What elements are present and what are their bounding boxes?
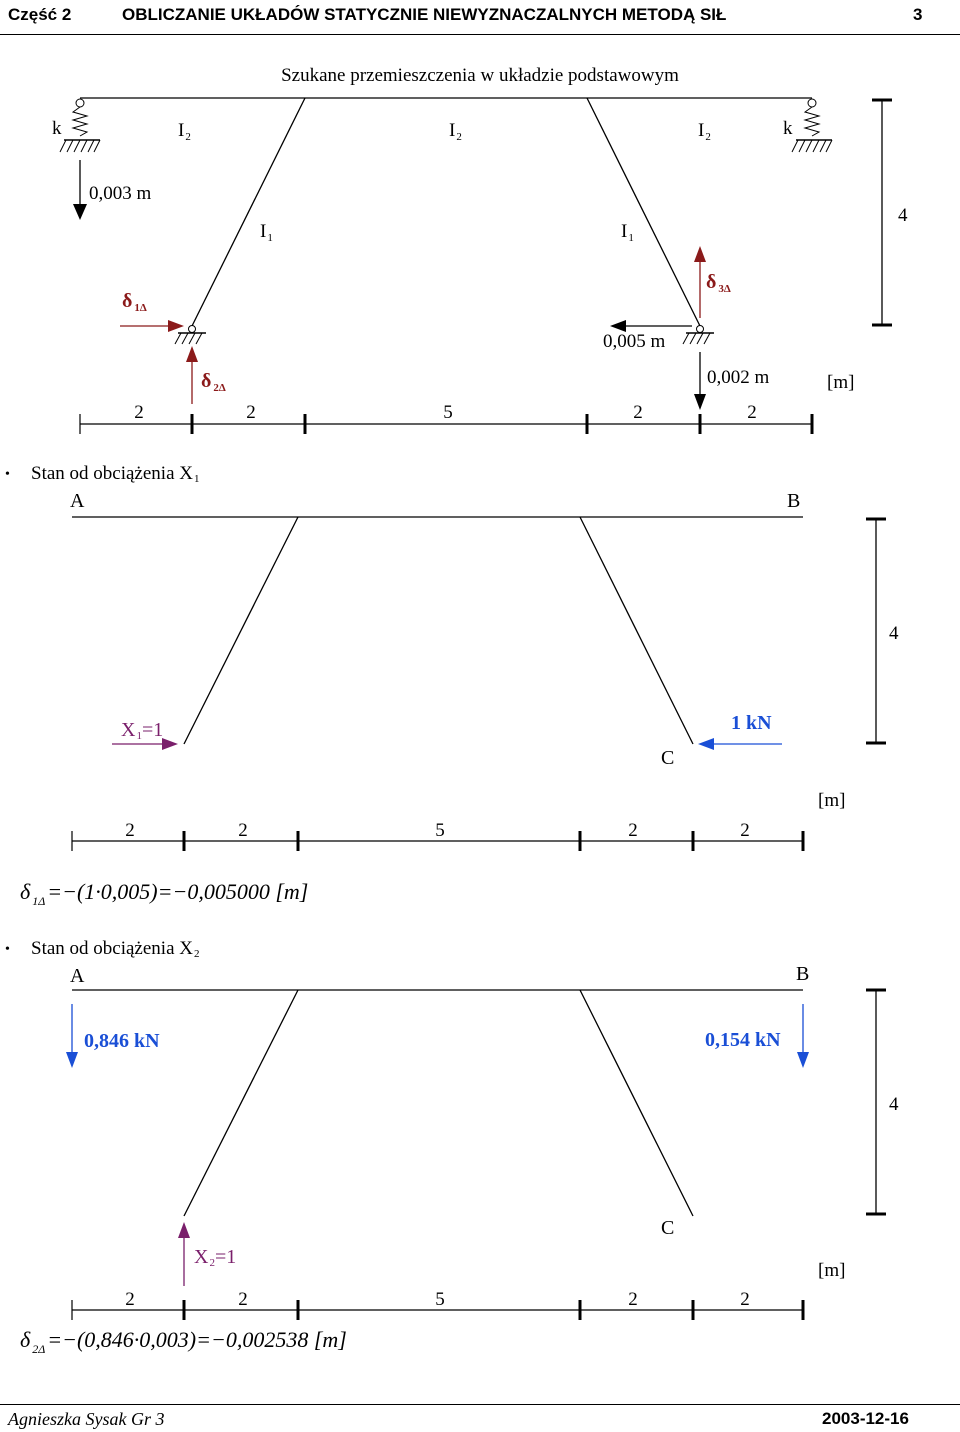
header-page-number: 3 xyxy=(913,5,923,24)
s1-span-4: 2 xyxy=(633,402,643,423)
s3-span-5: 2 xyxy=(740,1289,750,1310)
s3-reaction-right-arrowhead xyxy=(797,1052,809,1068)
s3-right-leg xyxy=(580,990,693,1216)
s3-label-a: A xyxy=(70,965,85,987)
spring-right-label: k xyxy=(783,118,793,139)
s3-formula: δ $_{2\Delta}$=−(0,846·0,003)=−0,002538 [m] xyxy=(20,1327,347,1356)
s1-height-label: 4 xyxy=(898,205,908,226)
beam-inertia-3: $I_2$ xyxy=(698,120,711,143)
s3-span-4: 2 xyxy=(628,1289,638,1310)
s2-title: Stan od obciążenia X1 xyxy=(31,463,200,485)
section1-title: Szukane przemieszczenia w układzie podstawowym xyxy=(281,65,679,86)
s2-span-1: 2 xyxy=(125,820,135,841)
s3-reaction-left-label: 0,846 kN xyxy=(84,1030,160,1052)
s1-span-3: 5 xyxy=(443,402,453,423)
delta3-label: δ $_{3\Delta}$ xyxy=(706,271,731,295)
leg-inertia-right: $I_1$ xyxy=(621,221,634,244)
disp-c-h-label: 0,005 m xyxy=(603,331,666,352)
s2-x1-label: X1=1 xyxy=(121,719,164,742)
s2-reaction-arrowhead xyxy=(698,738,714,750)
s2-height-label: 4 xyxy=(889,623,899,644)
s3-span-3: 5 xyxy=(435,1289,445,1310)
s3-span-1: 2 xyxy=(125,1289,135,1310)
header-title: OBLICZANIE UKŁADÓW STATYCZNIE NIEWYZNACZALNYCH METODĄ SIŁ xyxy=(122,5,727,24)
s2-label-b: B xyxy=(787,490,801,512)
s1-span-5: 2 xyxy=(747,402,757,423)
s2-right-leg xyxy=(580,517,693,744)
settlement-arrowhead-left xyxy=(73,204,87,220)
s2-left-leg xyxy=(184,517,298,744)
beam-inertia-2: $I_2$ xyxy=(449,120,462,143)
delta2-label: δ $_{2\Delta}$ xyxy=(201,370,226,394)
spring-left-label: k xyxy=(52,118,62,139)
disp-c-v-label: 0,002 m xyxy=(707,367,770,388)
footer-date: 2003-12-16 xyxy=(822,1409,909,1428)
footer-author: Agnieszka Sysak Gr 3 xyxy=(8,1409,165,1429)
s2-span-5: 2 xyxy=(740,820,750,841)
header-part: Część 2 xyxy=(8,5,72,24)
s2-unit-label: [m] xyxy=(818,790,846,811)
s3-title: Stan od obciążenia X2 xyxy=(31,938,200,960)
s3-height-label: 4 xyxy=(889,1094,899,1115)
delta3-arrowhead xyxy=(694,246,706,262)
s3-span-2: 2 xyxy=(238,1289,248,1310)
delta1-arrowhead xyxy=(168,320,184,332)
s2-span-4: 2 xyxy=(628,820,638,841)
s1-left-leg xyxy=(192,98,305,326)
s3-reaction-left-arrowhead xyxy=(66,1052,78,1068)
s2-label-a: A xyxy=(70,490,85,512)
s3-reaction-right-label: 0,154 kN xyxy=(705,1029,781,1051)
s2-label-c: C xyxy=(661,747,675,769)
s3-bullet: • xyxy=(5,942,10,957)
s2-reaction-label: 1 kN xyxy=(731,712,772,734)
s2-span-3: 5 xyxy=(435,820,445,841)
s3-label-b: B xyxy=(796,963,810,985)
page-footer-rule xyxy=(0,1404,960,1405)
delta1-label: δ $_{1\Delta}$ xyxy=(122,290,147,314)
s1-height-dimension xyxy=(872,100,892,325)
s2-bullet: • xyxy=(5,467,10,482)
delta2-arrowhead xyxy=(186,346,198,362)
disp-c-v-arrowhead xyxy=(694,394,706,410)
s3-left-leg xyxy=(184,990,298,1216)
right-spring-support xyxy=(792,99,832,152)
leg-inertia-left: $I_1$ xyxy=(260,221,273,244)
s3-x2-arrowhead xyxy=(178,1222,190,1238)
s1-unit-label: [m] xyxy=(827,372,855,393)
s3-x2-label: X2=1 xyxy=(194,1246,237,1269)
s2-formula: δ $_{1\Delta}$=−(1·0,005)=−0,005000 [m] xyxy=(20,879,309,908)
left-spring-support xyxy=(60,99,100,152)
s1-span-2: 2 xyxy=(246,402,256,423)
s2-span-2: 2 xyxy=(238,820,248,841)
left-pin-support xyxy=(175,326,206,345)
s2-height-dimension xyxy=(866,519,886,743)
s1-right-leg xyxy=(587,98,700,326)
right-pin-support xyxy=(683,326,714,345)
s3-unit-label: [m] xyxy=(818,1260,846,1281)
s1-span-1: 2 xyxy=(134,402,144,423)
s3-height-dimension xyxy=(866,990,886,1214)
disp-left-label: 0,003 m xyxy=(89,183,152,204)
beam-inertia-1: $I_2$ xyxy=(178,120,191,143)
s2-x1-arrowhead xyxy=(162,738,178,750)
s3-label-c: C xyxy=(661,1217,675,1239)
